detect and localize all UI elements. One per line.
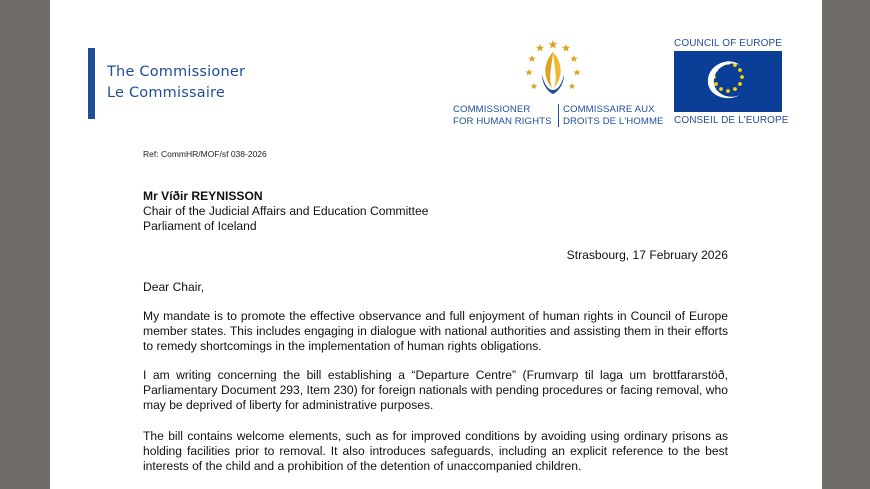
salutation: Dear Chair, bbox=[143, 280, 205, 294]
paragraph-bill: I am writing concerning the bill establishing a “Departure Centre” (Frumvarp til laga um brottfararstöð, Parliamentary Document 293, Item 230) for foreign nationals with pending procedures or facing removal, who may be deprived of liberty for administrative purposes. bbox=[143, 368, 728, 412]
recipient-name: Mr Víðir REYNISSON bbox=[143, 189, 263, 203]
recipient-address bbox=[143, 189, 728, 234]
ch-caption-en-line1: COMMISSIONER bbox=[453, 104, 531, 115]
letter-page bbox=[50, 0, 822, 489]
commissioner-flame-logo-icon bbox=[522, 38, 584, 98]
recipient-title: Chair of the Judicial Affairs and Education Committee bbox=[143, 204, 429, 218]
ch-logo-caption-fr bbox=[563, 104, 664, 128]
commissioner-heading bbox=[107, 62, 245, 104]
ch-caption-fr-line2: DROITS DE L'HOMME bbox=[563, 116, 664, 127]
coe-name-fr: CONSEIL DE L'EUROPE bbox=[674, 115, 789, 126]
recipient-organisation: Parliament of Iceland bbox=[143, 219, 257, 233]
coe-name-en: COUNCIL OF EUROPE bbox=[674, 38, 783, 49]
council-of-europe-flag-icon bbox=[674, 51, 782, 112]
paragraph-safeguards: The bill contains welcome elements, such as for improved conditions by avoiding using ordinary prisons as holding facilities prior to removal. It also introduces safeguards, including an explicit reference to the best interests of the child and a prohibition of the detention of unaccompanied children. bbox=[143, 429, 728, 473]
place-and-date: Strasbourg, 17 February 2026 bbox=[566, 248, 728, 262]
commissioner-title-en: The Commissioner bbox=[107, 64, 246, 80]
commissioner-title-fr: Le Commissaire bbox=[107, 85, 226, 101]
reference-number: Ref: CommHR/MOF/sf 038-2026 bbox=[143, 149, 267, 159]
header-accent-bar bbox=[88, 48, 95, 119]
ch-caption-fr-line1: COMMISSAIRE AUX bbox=[563, 104, 655, 115]
ch-logo-divider bbox=[558, 104, 559, 127]
paragraph-mandate: My mandate is to promote the effective observance and full enjoyment of human rights in Council of Europe member states. This includes engaging in dialogue with national authorities and assisting them in their efforts to remedy shortcomings in the implementation of human rights obligations. bbox=[143, 309, 728, 353]
ch-caption-en-line2: FOR HUMAN RIGHTS bbox=[453, 116, 552, 127]
ch-logo-caption-en bbox=[453, 104, 552, 128]
coe-emblem-icon bbox=[674, 51, 782, 112]
